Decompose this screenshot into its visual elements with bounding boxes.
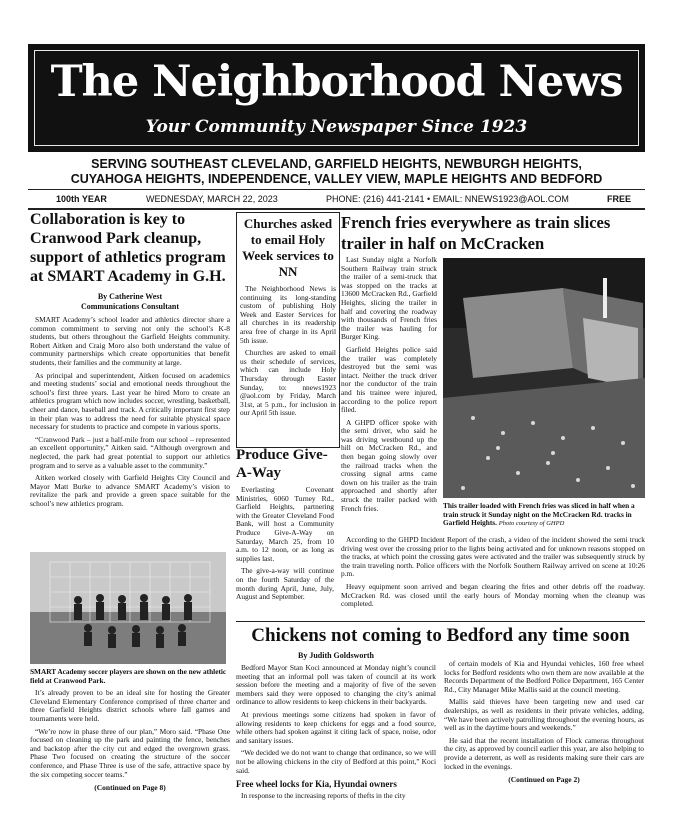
chickens-headline: Chickens not coming to Bedford any time soon [251,625,630,646]
produce-article [236,446,334,606]
collab-headline: Collaboration is key to Cranwood Park cleanup, support of athletics program at SMART Academy in G.H. [30,211,226,285]
chickens-paragraph: He said that the recent installation of Flock cameras throughout the city, as approved by council earlier this year, are also helping to provide a deterrent, as well as residents making sure their cars are locked in the evenings. [444,735,644,771]
collab-byline-name: By Catherine West [97,292,163,301]
collab-paragraph: It’s already proven to be an ideal site for hosting the Greater Cleveland Elementary Conference comprised of three charter and three Garfield Heights district schools where fall games and tournaments were held. [30,688,230,723]
soccer-photo-caption: SMART Academy soccer players are shown on the new athletic field at Cranwood Park. [30,667,227,685]
contact-info: PHONE: (216) 441-2141 • EMAIL: NNEWS1923@AOL.COM [326,194,569,204]
price-label: FREE [606,194,631,204]
serving-line-1: SERVING SOUTHEAST CLEVELAND, GARFIELD HEIGHTS, NEWBURGH HEIGHTS, [91,157,582,171]
chickens-paragraph: “We decided we do not want to change that ordinance, so we will not be allowing chickens in the city of Bedford at this point,” Koci said. [236,748,436,775]
french-body [341,256,437,517]
serving-areas [28,157,645,187]
chickens-body-right [444,660,644,771]
collab-body [30,316,230,508]
wheel-locks-subhead: Free wheel locks for Kia, Hyundai owners [236,779,397,790]
french-body-2 [341,536,645,613]
churches-body [240,285,336,418]
train-photo-caption [443,502,645,529]
churches-paragraph: The Neighborhood News is continuing its long-standing custom of publishing Holy Week and Easter Services for all churches in its readership area free of charge in its April 5th issue. [240,284,336,345]
french-paragraph: According to the GHPD Incident Report of the crash, a video of the incident showed the semi truck driving west over the crossing prior to the lights being activated and for unknown reasons stopped on the tracks, at which point the crossing gates were activated and the trailer was subsequently struck by the train traveling north. Police officers with the Norfolk Southern Railway arrived on scene at 10:26 p.m. [341,535,645,579]
chickens-byline: By Judith Goldsworth [297,651,375,660]
train-crash-photo [443,258,645,498]
churches-article [236,212,340,448]
soccer-photo-illustration [30,552,226,664]
serving-line-2: CUYAHOGA HEIGHTS, INDEPENDENCE, VALLEY VIEW, MAPLE HEIGHTS AND BEDFORD [70,172,603,186]
collab-byline-role: Communications Consultant [80,302,179,311]
collab-paragraph: “Cranwood Park – just a half-mile from our school – represented an excellent opportunity,” Aitken said. “Although overgrown and neglected, the park had great potential to support our athletics program and to serve as a valuable asset to the community.” [30,434,230,470]
masthead-border [34,50,639,146]
collab-body-2 [30,689,230,779]
chickens-right-column [444,660,644,784]
masthead-tagline: Your Community Newspaper Since 1923 [145,117,528,137]
french-paragraph: Last Sunday night a Norfolk Southern Railway train struck the trailer of a semi-truck that was stopped on the tracks at 13600 McCracken Rd., Garfield Heights, slicing the trailer in half and covering the roadway with thousands of French fries the trailer was hauling for Burger King. [341,255,437,342]
masthead-title: The Neighborhood News [50,57,623,107]
chickens-paragraph: Mallis said thieves have been targeting new and used car dealerships, as well as residents in their private vehicles, adding, “We have been actively patrolling throughout the evening hours, as well as in the daytime hours and weekends.” [444,697,644,733]
collab-paragraph: Aitken worked closely with Garfield Heights City Council and Mayor Matt Burke to advance SMART Academy’s vision to revitalize the park and provide a green space suitable for the school’s new athletics program. [30,473,230,508]
info-bar [28,189,645,210]
issue-year: 100th YEAR [56,194,107,204]
collab-continued: (Continued on Page 8) [94,783,166,793]
section-divider [236,621,645,622]
collab-article [30,210,230,512]
chickens-paragraph: At previous meetings some citizens had spoken in favor of allowing residents to keep chickens for eggs and a food source, while others had spoken against it citing lack of space, noise, odor and sanitary issues. [236,709,436,745]
churches-paragraph: Churches are asked to email us their schedule of services, which can include Holy Thursday through Easter Sunday, to: nnews1923 @aol.com by Friday, March 31st, at 5 p.m., for inclusion in our April 5th issue. [240,348,336,418]
chickens-continued: (Continued on Page 2) [508,775,580,785]
collab-paragraph: SMART Academy’s school leader and athletics director share a common commitment to serving not only the school’s K-8 students, but others throughout the Garfield Heights community. Robert Aitken and Craig Moro also both understand the value of community partnerships which create opportunities that benefit students, their families and the community at large. [30,315,230,367]
chickens-paragraph: In response to the increasing reports of thefts in the city [241,791,406,801]
chickens-paragraph: of certain models of Kia and Hyundai vehicles, 160 free wheel locks for Bedford residents who own them are now available at the Records Department of the Bedford Police Department, 165 Center Rd., City Manager Mike Mallis said at the council meeting. [444,659,644,694]
french-paragraph: Garfield Heights police said the trailer was completely destroyed but the semi was intact. Neither the truck driver nor the conductor of the train and his trainee were injured, according to the police report filed. [341,344,437,415]
soccer-team-photo [30,552,226,664]
train-caption-text: This trailer loaded with French fries was sliced in half when a train struck it Sunday night on the McCracken Rd. tracks in Garfield Heights. [443,501,635,528]
produce-body [236,486,334,602]
collab-paragraph: As principal and superintendent, Aitken focused on academics and meeting students’ social and emotional needs throughout the school’s first three years. Last year he hired Moro to create an athletics program which now includes soccer, wrestling, basketball, cheer and dance, baseball and track. A critically important first step in their plan was to address the need for suitable physical space necessary for students to practice and compete in various sports. [30,370,230,432]
train-photo-credit: Photo courtesy of GHPD [498,520,565,528]
french-paragraph: Heavy equipment soon arrived and began clearing the fries and other debris off the roadway. McCracken Rd. was closed until the early hours of Monday morning when the cleanup was completed. [341,581,645,609]
produce-paragraph: The give-a-way will continue on the fourth Saturday of the month during April, June, July, August and September. [236,566,334,602]
churches-headline: Churches asked to email Holy Week services to NN [242,216,334,279]
produce-paragraph: Everlasting Covenant Ministries, 6060 Turney Rd., Garfield Heights, partnering with the Greater Cleveland Food Bank, will host a Community Produce Give-A-Way on Saturday, March 25, from 10 a.m. to 12 noon, or as long as supplies last. [236,485,334,563]
french-headline: French fries everywhere as train slices trailer in half on McCracken [341,213,611,253]
masthead [28,44,645,152]
produce-headline: Produce Give-A-Way [236,447,328,481]
chickens-body-left-2 [236,792,436,801]
chickens-paragraph: Bedford Mayor Stan Koci announced at Monday night’s council meeting that an informal poll was taken of council at its work session before the meeting and a majority of five of the seven members said they were opposed to changing the city’s animal ordinance to allow residents to keep chickens in their backyards. [236,663,436,707]
collab-paragraph: “We’re now in phase three of our plan,” Moro said. “Phase One focused on cleaning up the park and painting the fence, benches and backstop after the city cut and edged the overgrown grass. Phase Two focused on creating the structure of the soccer conference, and Phase Three is use of the safe, attractive space by the six competing soccer teams.” [30,726,230,779]
train-photo-illustration [443,258,645,498]
collab-article-continued [30,668,230,792]
french-paragraph: A GHPD officer spoke with the semi driver, who said he was driving westbound up the hill on McCracken Rd., and then began going slowly over the railroad tracks when the crossing signal arms came down on his trailer as the train approached and shortly after struck the trailer packed with French fries. [341,417,437,513]
issue-date: WEDNESDAY, MARCH 22, 2023 [146,194,278,204]
chickens-body-left [236,664,436,775]
chickens-left-column [236,651,436,805]
